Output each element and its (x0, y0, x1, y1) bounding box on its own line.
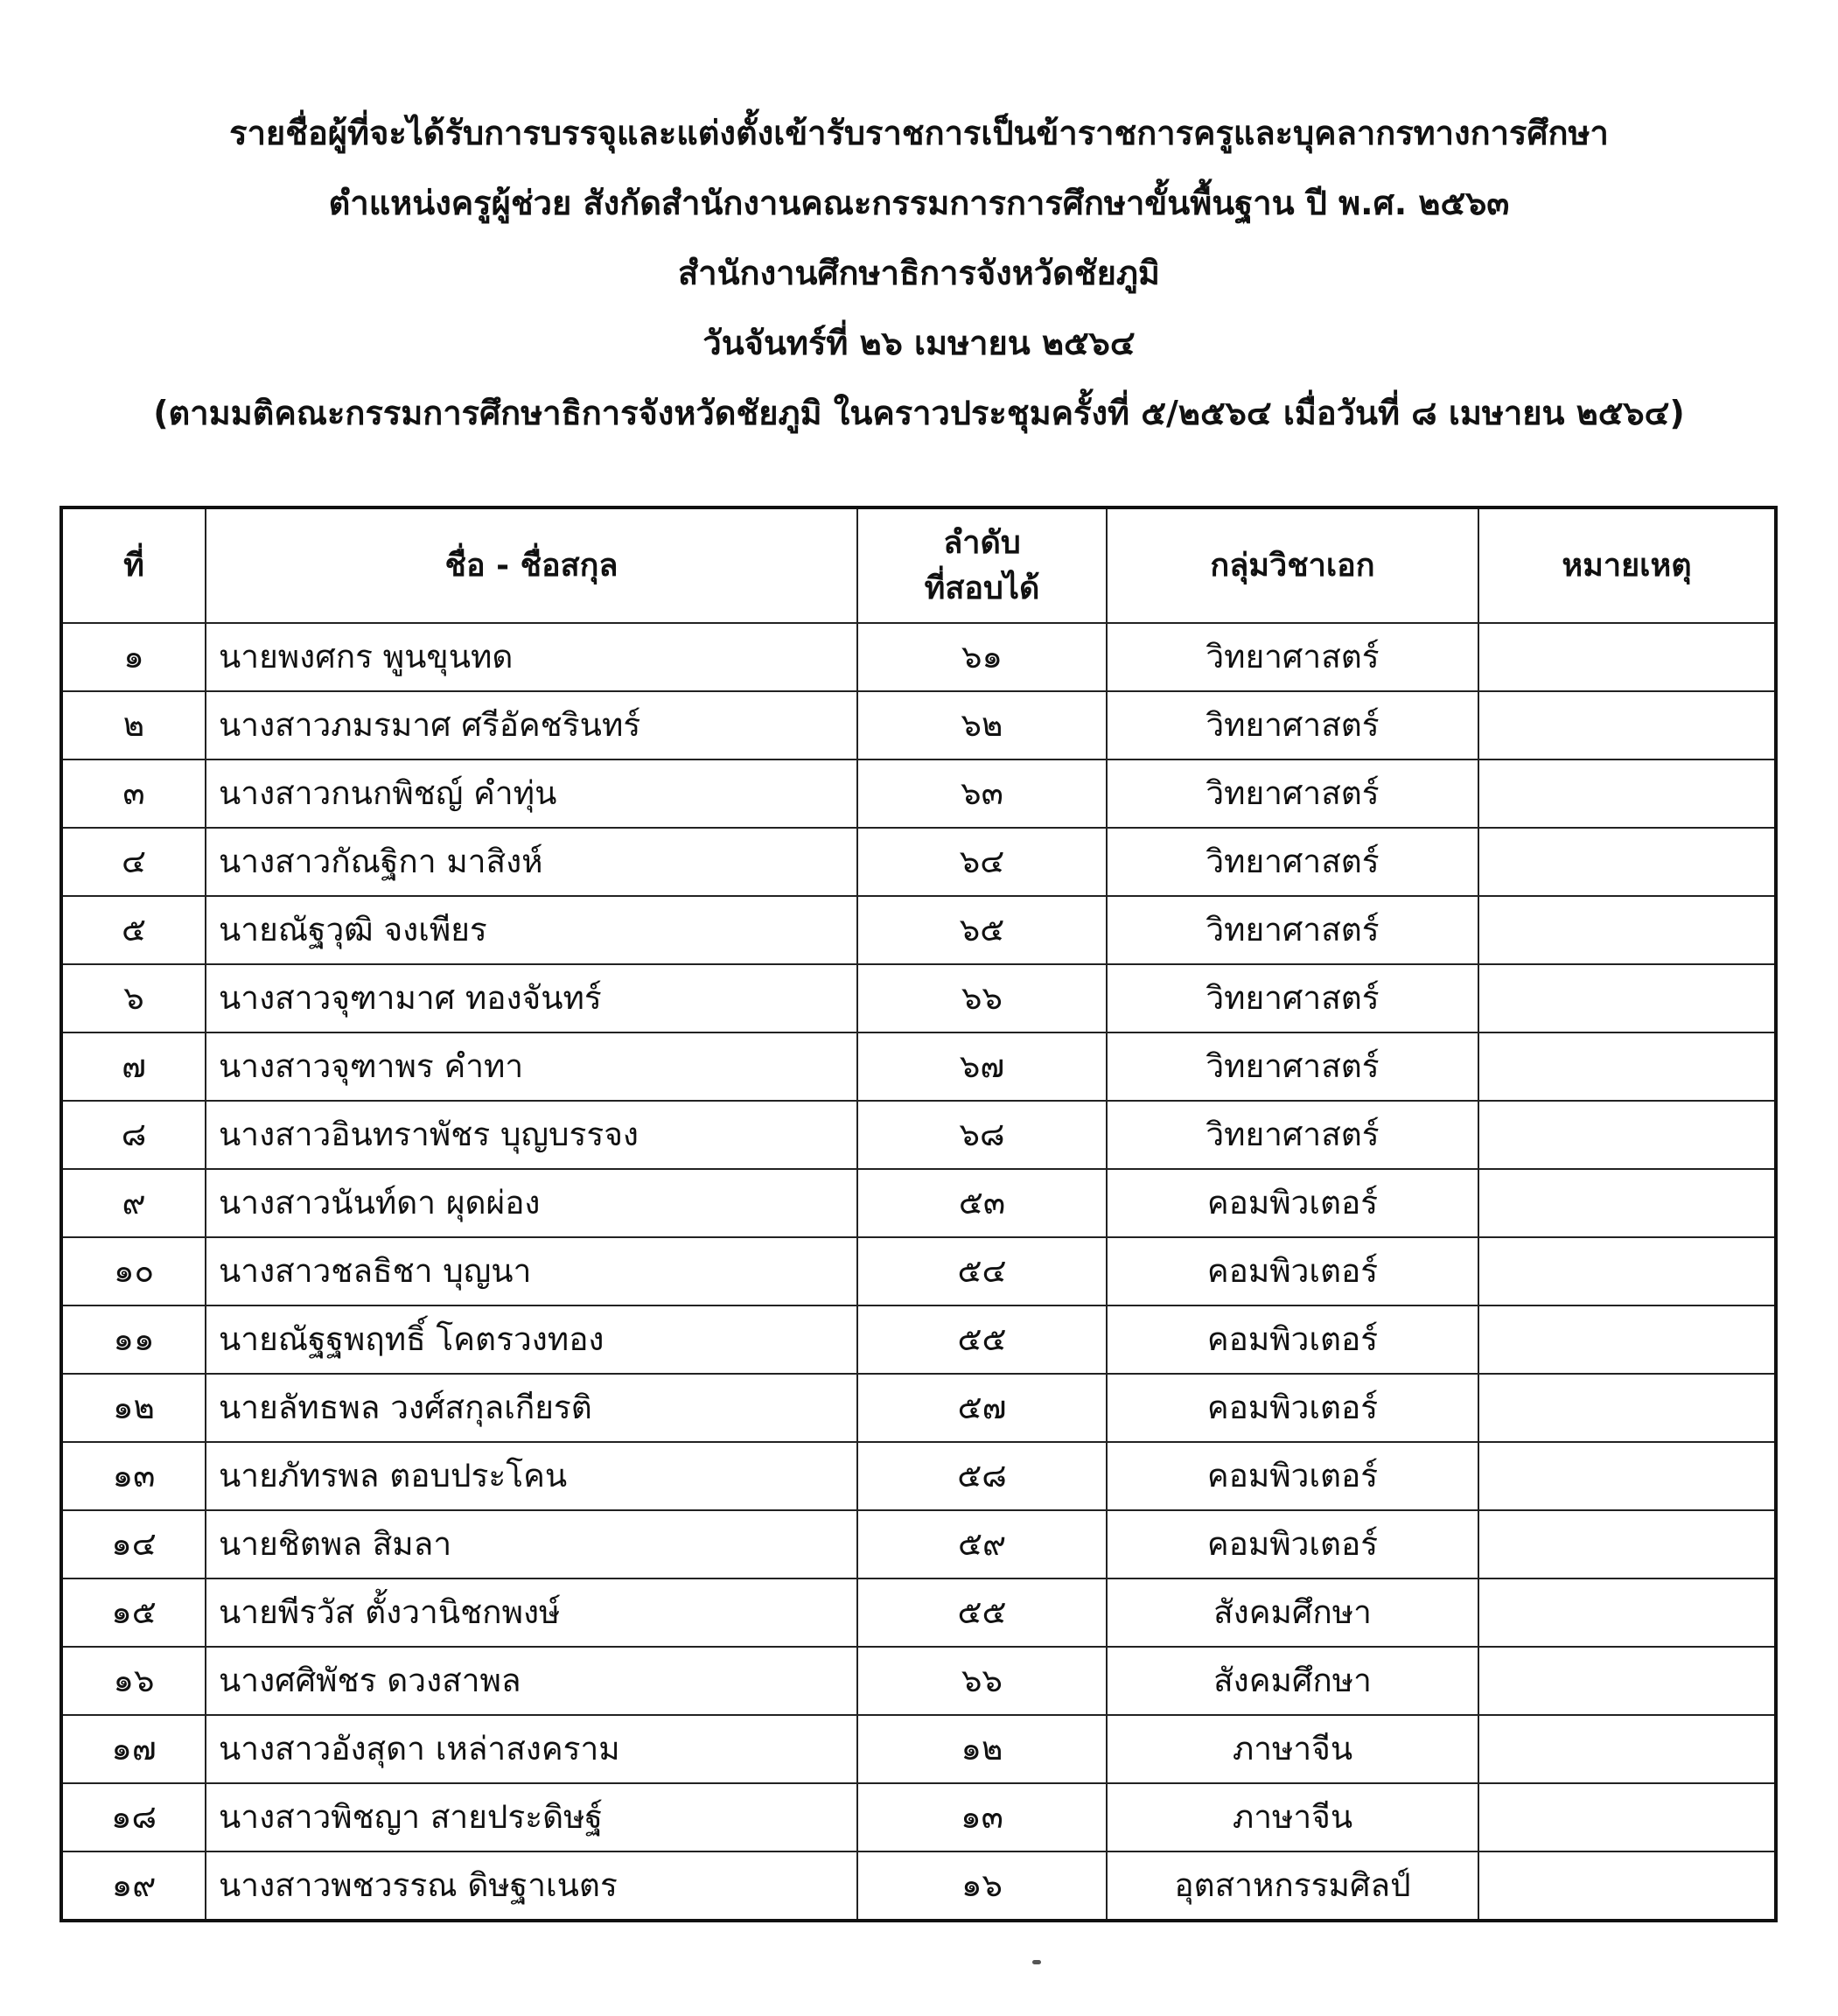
cell-subject: วิทยาศาสตร์ (1107, 1101, 1478, 1169)
table-row (61, 1169, 1776, 1237)
cell-remark (1478, 1442, 1776, 1510)
cell-no: ๑๘ (61, 1783, 206, 1852)
cell-remark (1478, 1578, 1776, 1647)
cell-remark (1478, 828, 1776, 896)
cell-rank: ๕๕ (857, 1578, 1107, 1647)
header-rank (857, 508, 1107, 623)
cell-rank: ๖๗ (857, 1032, 1107, 1101)
cell-subject: คอมพิวเตอร์ (1107, 1442, 1478, 1510)
cell-remark (1478, 1237, 1776, 1306)
cell-no: ๑๗ (61, 1715, 206, 1783)
table-row (61, 1852, 1776, 1921)
table-row (61, 1237, 1776, 1306)
cell-remark (1478, 896, 1776, 964)
table-row (61, 964, 1776, 1032)
cell-name: นายชิตพล สิมลา (206, 1510, 857, 1578)
table-row (61, 1101, 1776, 1169)
cell-remark (1478, 1852, 1776, 1921)
cell-name: นางสาวกัณฐิกา มาสิงห์ (206, 828, 857, 896)
cell-no: ๗ (61, 1032, 206, 1101)
appointment-table-container (59, 506, 1774, 1922)
cell-remark (1478, 1374, 1776, 1442)
cell-name: นางสาวจุฑามาศ ทองจันทร์ (206, 964, 857, 1032)
table-header-row (61, 508, 1776, 623)
cell-rank: ๑๒ (857, 1715, 1107, 1783)
cell-name: นายณัฐวุฒิ จงเพียร (206, 896, 857, 964)
header-name: ชื่อ - ชื่อสกุล (206, 508, 857, 623)
cell-subject: คอมพิวเตอร์ (1107, 1510, 1478, 1578)
cell-no: ๑๓ (61, 1442, 206, 1510)
cell-subject: สังคมศึกษา (1107, 1647, 1478, 1715)
cell-subject: คอมพิวเตอร์ (1107, 1169, 1478, 1237)
cell-no: ๙ (61, 1169, 206, 1237)
table-row (61, 1306, 1776, 1374)
cell-remark (1478, 1783, 1776, 1852)
resolution-line: (ตามมติคณะกรรมการศึกษาธิการจังหวัดชัยภูมิ ในคราวประชุมครั้งที่ ๕/๒๕๖๔ เมื่อวันที่ ๘ เมษายน ๒๕๖๔) (153, 394, 1685, 432)
cell-no: ๒ (61, 691, 206, 760)
table-row (61, 1032, 1776, 1101)
cell-no: ๕ (61, 896, 206, 964)
title-line-1: รายชื่อผู้ที่จะได้รับการบรรจุและแต่งตั้งเข้ารับราชการเป็นข้าราชการครูและบุคลากรทางการศึกษา (229, 114, 1609, 152)
cell-no: ๑๑ (61, 1306, 206, 1374)
appointment-table (59, 506, 1778, 1922)
cell-name: นายภัทรพล ตอบประโคน (206, 1442, 857, 1510)
cell-name: นางสาวกนกพิชญ์ คำทุ่น (206, 760, 857, 828)
scan-mark (1032, 1960, 1041, 1964)
header-rank-line-1: ลำดับ (943, 524, 1021, 561)
table-row (61, 1783, 1776, 1852)
cell-remark (1478, 964, 1776, 1032)
cell-no: ๖ (61, 964, 206, 1032)
cell-no: ๑๒ (61, 1374, 206, 1442)
cell-name: นางสาวพิชญา สายประดิษฐ์ (206, 1783, 857, 1852)
cell-subject: วิทยาศาสตร์ (1107, 760, 1478, 828)
cell-name: นางสาวอังสุดา เหล่าสงคราม (206, 1715, 857, 1783)
cell-name: นางสาวภมรมาศ ศรีอัคชรินทร์ (206, 691, 857, 760)
cell-remark (1478, 1169, 1776, 1237)
cell-name: นายพีรวัส ตั้งวานิชกพงษ์ (206, 1578, 857, 1647)
table-row (61, 691, 1776, 760)
cell-no: ๑๙ (61, 1852, 206, 1921)
table-row (61, 1578, 1776, 1647)
cell-rank: ๖๔ (857, 828, 1107, 896)
cell-rank: ๑๖ (857, 1852, 1107, 1921)
cell-remark (1478, 760, 1776, 828)
cell-subject: คอมพิวเตอร์ (1107, 1306, 1478, 1374)
cell-remark (1478, 1510, 1776, 1578)
cell-rank: ๖๖ (857, 964, 1107, 1032)
table-row (61, 896, 1776, 964)
title-line-3: สำนักงานศึกษาธิการจังหวัดชัยภูมิ (678, 254, 1160, 292)
cell-name: นายลัทธพล วงศ์สกุลเกียรติ (206, 1374, 857, 1442)
cell-name: นางสาวพชวรรณ ดิษฐาเนตร (206, 1852, 857, 1921)
date-line: วันจันทร์ที่ ๒๖ เมษายน ๒๕๖๔ (702, 324, 1136, 362)
cell-name: นายณัฐฐพฤทธิ์ โคตรวงทอง (206, 1306, 857, 1374)
header-remark: หมายเหตุ (1478, 508, 1776, 623)
table-row (61, 760, 1776, 828)
cell-remark (1478, 1647, 1776, 1715)
cell-remark (1478, 1101, 1776, 1169)
cell-rank: ๕๔ (857, 1237, 1107, 1306)
cell-rank: ๖๕ (857, 896, 1107, 964)
cell-remark (1478, 1715, 1776, 1783)
cell-no: ๑ (61, 623, 206, 691)
cell-subject: ภาษาจีน (1107, 1783, 1478, 1852)
header-no: ที่ (61, 508, 206, 623)
cell-rank: ๕๕ (857, 1306, 1107, 1374)
table-row (61, 1510, 1776, 1578)
table-row (61, 1442, 1776, 1510)
cell-subject: คอมพิวเตอร์ (1107, 1237, 1478, 1306)
cell-name: นางสาวชลธิชา บุญนา (206, 1237, 857, 1306)
cell-name: นางสาวนันท์ดา ผุดผ่อง (206, 1169, 857, 1237)
cell-name: นางสาวอินทราพัชร บุญบรรจง (206, 1101, 857, 1169)
cell-name: นายพงศกร พูนขุนทด (206, 623, 857, 691)
cell-subject: วิทยาศาสตร์ (1107, 896, 1478, 964)
table-row (61, 1715, 1776, 1783)
cell-rank: ๖๓ (857, 760, 1107, 828)
table-row (61, 828, 1776, 896)
table-row (61, 1647, 1776, 1715)
cell-subject: วิทยาศาสตร์ (1107, 828, 1478, 896)
cell-subject: อุตสาหกรรมศิลป์ (1107, 1852, 1478, 1921)
cell-rank: ๕๙ (857, 1510, 1107, 1578)
cell-no: ๓ (61, 760, 206, 828)
table-row (61, 1374, 1776, 1442)
cell-rank: ๖๘ (857, 1101, 1107, 1169)
cell-no: ๑๔ (61, 1510, 206, 1578)
cell-rank: ๑๓ (857, 1783, 1107, 1852)
cell-rank: ๖๒ (857, 691, 1107, 760)
cell-name: นางศศิพัชร ดวงสาพล (206, 1647, 857, 1715)
cell-subject: ภาษาจีน (1107, 1715, 1478, 1783)
cell-remark (1478, 1032, 1776, 1101)
cell-subject: วิทยาศาสตร์ (1107, 691, 1478, 760)
cell-no: ๑๐ (61, 1237, 206, 1306)
cell-rank: ๕๘ (857, 1442, 1107, 1510)
cell-subject: สังคมศึกษา (1107, 1578, 1478, 1647)
cell-subject: คอมพิวเตอร์ (1107, 1374, 1478, 1442)
cell-remark (1478, 623, 1776, 691)
cell-subject: วิทยาศาสตร์ (1107, 623, 1478, 691)
cell-remark (1478, 691, 1776, 760)
cell-rank: ๖๖ (857, 1647, 1107, 1715)
table-body (61, 623, 1776, 1921)
cell-rank: ๕๗ (857, 1374, 1107, 1442)
header-rank-line-2: ที่สอบได้ (924, 570, 1040, 606)
cell-name: นางสาวจุฑาพร คำทา (206, 1032, 857, 1101)
cell-no: ๘ (61, 1101, 206, 1169)
cell-no: ๑๕ (61, 1578, 206, 1647)
cell-remark (1478, 1306, 1776, 1374)
title-line-2: ตำแหน่งครูผู้ช่วย สังกัดสำนักงานคณะกรรมการการศึกษาขั้นพื้นฐาน ปี พ.ศ. ๒๕๖๓ (328, 184, 1510, 222)
cell-subject: วิทยาศาสตร์ (1107, 964, 1478, 1032)
header-subject: กลุ่มวิชาเอก (1107, 508, 1478, 623)
cell-rank: ๖๑ (857, 623, 1107, 691)
cell-no: ๑๖ (61, 1647, 206, 1715)
cell-subject: วิทยาศาสตร์ (1107, 1032, 1478, 1101)
table-row (61, 623, 1776, 691)
cell-no: ๔ (61, 828, 206, 896)
document-header (0, 98, 1838, 448)
cell-rank: ๕๓ (857, 1169, 1107, 1237)
